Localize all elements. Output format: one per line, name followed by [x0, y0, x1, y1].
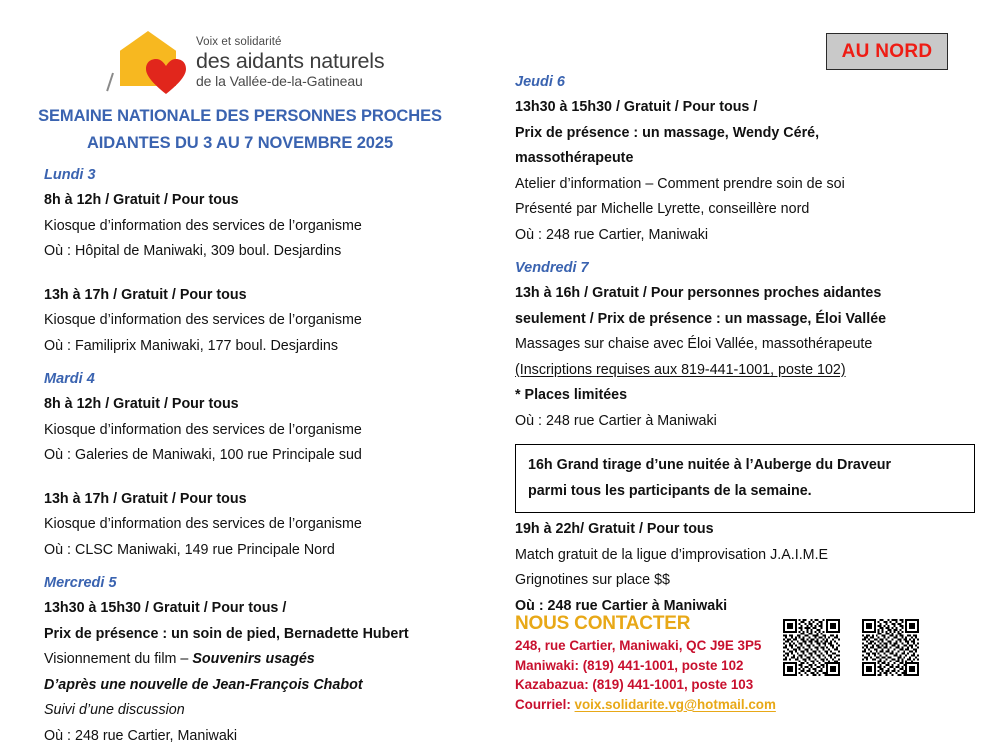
- event-line: 13h30 à 15h30 / Gratuit / Pour tous /: [44, 596, 474, 622]
- page-title-line-1: SEMAINE NATIONALE DES PERSONNES PROCHES: [0, 103, 480, 130]
- event-line: Grignotines sur place $$: [515, 568, 975, 594]
- event-line: Kiosque d’information des services de l’organisme: [44, 308, 474, 334]
- right-schedule: [515, 70, 975, 619]
- day-heading: Vendredi 7: [515, 256, 975, 281]
- event-line: Où : 248 rue Cartier, Maniwaki: [44, 724, 474, 749]
- event-line: Kiosque d’information des services de l’organisme: [44, 418, 474, 444]
- event-line: Kiosque d’information des services de l’organisme: [44, 512, 474, 538]
- spacer: [44, 469, 474, 487]
- event-line: Où : 248 rue Cartier à Maniwaki: [515, 594, 975, 620]
- event-line: Visionnement du film – Souvenirs usagés: [44, 647, 474, 673]
- event-line: Où : CLSC Maniwaki, 149 rue Principale Nord: [44, 538, 474, 564]
- logo-tagline: Voix et solidarité: [196, 36, 384, 49]
- contact-phone-kazabazua: Kazabazua: (819) 441-1001, poste 103: [515, 675, 815, 695]
- event-line: Prix de présence : un soin de pied, Bernadette Hubert: [44, 622, 474, 648]
- event-block: [44, 392, 474, 469]
- page-title-line-2: AIDANTES DU 3 AU 7 NOVEMBRE 2025: [0, 130, 480, 157]
- event-line: 13h à 16h / Gratuit / Pour personnes proches aidantes: [515, 281, 975, 307]
- event-line: * Places limitées: [515, 383, 975, 409]
- day-heading: Mercredi 5: [44, 571, 474, 596]
- contact-email-row: [515, 695, 815, 715]
- qr-code-group: [783, 619, 919, 676]
- event-line: 8h à 12h / Gratuit / Pour tous: [44, 392, 474, 418]
- right-column: [498, 0, 987, 721]
- page-title: [0, 103, 480, 157]
- contact-heading: NOUS CONTACTER: [515, 612, 815, 636]
- spacer: [44, 265, 474, 283]
- qr-code-2[interactable]: [862, 619, 919, 676]
- grand-tirage-box: [515, 444, 975, 513]
- logo-name: des aidants naturels: [196, 49, 384, 73]
- event-block: [44, 487, 474, 564]
- contact-email-label: Courriel:: [515, 697, 571, 712]
- event-block: [515, 95, 975, 248]
- event-line: Où : Galeries de Maniwaki, 100 rue Principale sud: [44, 443, 474, 469]
- event-line: D’après une nouvelle de Jean-François Chabot: [44, 673, 474, 699]
- organization-logo: [112, 26, 384, 90]
- contact-email-link[interactable]: voix.solidarite.vg@hotmail.com: [575, 697, 776, 712]
- event-line: 13h à 17h / Gratuit / Pour tous: [44, 487, 474, 513]
- event-block: [515, 281, 975, 434]
- day-heading: Lundi 3: [44, 163, 474, 188]
- day-heading: Mardi 4: [44, 367, 474, 392]
- left-column: [0, 0, 480, 721]
- event-block: [44, 188, 474, 265]
- event-line: massothérapeute: [515, 146, 975, 172]
- event-line: 13h30 à 15h30 / Gratuit / Pour tous /: [515, 95, 975, 121]
- event-line: Massages sur chaise avec Éloi Vallée, massothérapeute: [515, 332, 975, 358]
- event-line: Suivi d’une discussion: [44, 698, 474, 724]
- event-line: 19h à 22h/ Gratuit / Pour tous: [515, 517, 975, 543]
- contact-section: [515, 612, 815, 714]
- evening-event-block: [515, 517, 975, 619]
- event-line: Atelier d’information – Comment prendre soin de soi: [515, 172, 975, 198]
- left-schedule: [44, 163, 474, 749]
- event-block: [44, 596, 474, 749]
- tirage-line-2: parmi tous les participants de la semaine.: [528, 478, 964, 504]
- event-line: Match gratuit de la ligue d’improvisation J.A.I.M.E: [515, 543, 975, 569]
- contact-address: 248, rue Cartier, Maniwaki, QC J9E 3P5: [515, 636, 815, 656]
- film-title: Souvenirs usagés: [192, 651, 314, 667]
- logo-wordmark: [196, 36, 384, 90]
- event-line: 8h à 12h / Gratuit / Pour tous: [44, 188, 474, 214]
- event-line: Présenté par Michelle Lyrette, conseillère nord: [515, 197, 975, 223]
- event-line: Où : Hôpital de Maniwaki, 309 boul. Desjardins: [44, 239, 474, 265]
- logo-region: de la Vallée-de-la-Gatineau: [196, 73, 384, 89]
- event-line: (Inscriptions requises aux 819-441-1001, poste 102): [515, 358, 975, 384]
- event-block: [44, 283, 474, 360]
- event-line: Kiosque d’information des services de l’organisme: [44, 214, 474, 240]
- event-line: Où : 248 rue Cartier, Maniwaki: [515, 223, 975, 249]
- event-line: Où : Familiprix Maniwaki, 177 boul. Desjardins: [44, 334, 474, 360]
- heart-icon: [146, 59, 186, 95]
- event-line: 13h à 17h / Gratuit / Pour tous: [44, 283, 474, 309]
- event-line: Où : 248 rue Cartier à Maniwaki: [515, 409, 975, 435]
- contact-phone-maniwaki: Maniwaki: (819) 441-1001, poste 102: [515, 656, 815, 676]
- tirage-line-1: 16h Grand tirage d’une nuitée à l’Auberge du Draveur: [528, 452, 964, 478]
- qr-code-1[interactable]: [783, 619, 840, 676]
- day-heading: Jeudi 6: [515, 70, 975, 95]
- logo-slash-decoration: [106, 73, 114, 92]
- event-line: Prix de présence : un massage, Wendy Céré,: [515, 121, 975, 147]
- event-line: seulement / Prix de présence : un massage, Éloi Vallée: [515, 307, 975, 333]
- logo-mark: [112, 26, 190, 90]
- status-badge-au-nord: AU NORD: [826, 33, 948, 70]
